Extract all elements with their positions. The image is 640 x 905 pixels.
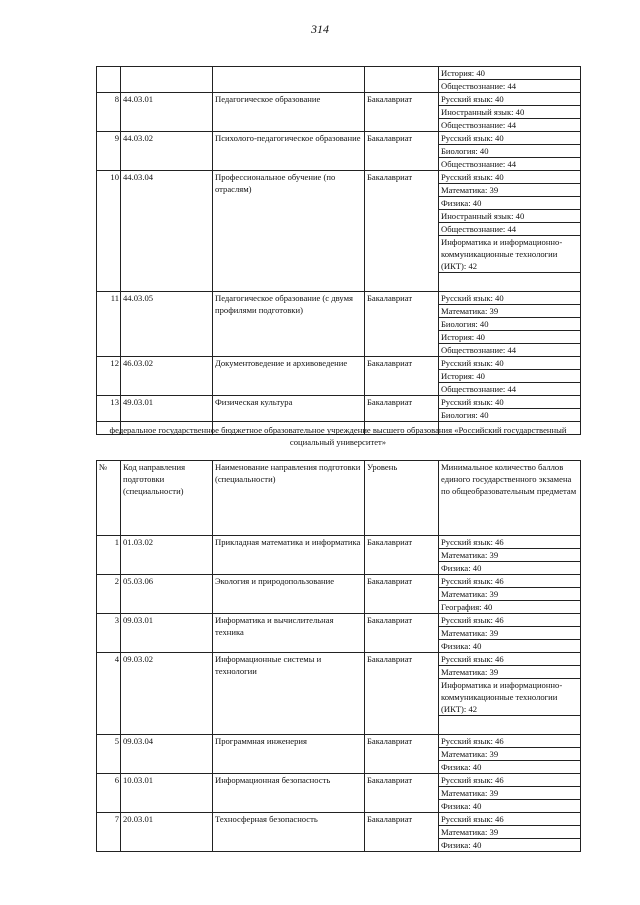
exam-min-score: Обществознание: 44 [439, 119, 581, 132]
direction-code: 09.03.01 [121, 614, 213, 653]
exam-min-score: Обществознание: 44 [439, 223, 581, 236]
exam-min-score: Математика: 39 [439, 787, 581, 800]
exam-min-score: Русский язык: 46 [439, 813, 581, 826]
exam-min-score: Математика: 39 [439, 748, 581, 761]
table-row [97, 774, 581, 787]
exam-min-score: Биология: 40 [439, 409, 581, 422]
exam-min-score: Математика: 39 [439, 627, 581, 640]
exam-min-score: Русский язык: 40 [439, 357, 581, 370]
table-row [97, 357, 581, 370]
education-level: Бакалавриат [365, 536, 439, 575]
exam-min-score: Русский язык: 46 [439, 774, 581, 787]
column-header-code: Код направления подготовки (специальности) [121, 461, 213, 536]
direction-code: 49.03.01 [121, 396, 213, 422]
direction-code: 05.03.06 [121, 575, 213, 614]
exam-min-score: История: 40 [439, 331, 581, 344]
education-level: Бакалавриат [365, 774, 439, 813]
row-number: 1 [97, 536, 121, 575]
direction-name: Профессиональное обучение (по отраслям) [213, 171, 365, 292]
direction-name: Информационная безопасность [213, 774, 365, 813]
exam-min-score: Математика: 39 [439, 184, 581, 197]
exam-min-score: Русский язык: 40 [439, 93, 581, 106]
education-level [365, 67, 439, 93]
exam-min-score: Иностранный язык: 40 [439, 210, 581, 223]
table-header [97, 461, 581, 536]
direction-code: 10.03.01 [121, 774, 213, 813]
exam-min-score: Русский язык: 40 [439, 396, 581, 409]
education-level: Бакалавриат [365, 357, 439, 396]
row-number: 12 [97, 357, 121, 396]
row-number: 3 [97, 614, 121, 653]
table-row [97, 536, 581, 549]
education-level: Бакалавриат [365, 93, 439, 132]
exam-min-score: Информатика и информационно-коммуникационные технологии (ИКТ): 42 [439, 236, 581, 273]
table-row [97, 813, 581, 826]
exam-min-score: Иностранный язык: 40 [439, 106, 581, 119]
row-number: 4 [97, 653, 121, 735]
exam-min-score: Физика: 40 [439, 839, 581, 852]
direction-code [121, 67, 213, 93]
exam-min-score: География: 40 [439, 601, 581, 614]
exam-min-score: Математика: 39 [439, 549, 581, 562]
direction-name: Информационные системы и технологии [213, 653, 365, 735]
direction-code: 01.03.02 [121, 536, 213, 575]
row-number: 2 [97, 575, 121, 614]
exam-min-score: Обществознание: 44 [439, 80, 581, 93]
exam-min-score: История: 40 [439, 370, 581, 383]
table-row [97, 93, 581, 106]
direction-code: 44.03.02 [121, 132, 213, 171]
education-level: Бакалавриат [365, 653, 439, 735]
exam-min-score: Русский язык: 46 [439, 575, 581, 588]
institution-title: федеральное государственное бюджетное образовательное учреждение высшего образования «Российский государственный социальный университет» [109, 425, 567, 447]
exam-min-score: Математика: 39 [439, 588, 581, 601]
admissions-table-continued [96, 66, 580, 435]
direction-name: Экология и природопользование [213, 575, 365, 614]
direction-name: Программная инженерия [213, 735, 365, 774]
direction-name: Педагогическое образование [213, 93, 365, 132]
row-number: 13 [97, 396, 121, 422]
row-number: 10 [97, 171, 121, 292]
table-row [97, 171, 581, 184]
row-number: 9 [97, 132, 121, 171]
exam-min-score: Обществознание: 44 [439, 344, 581, 357]
column-header-level: Уровень [365, 461, 439, 536]
exam-min-score: Русский язык: 40 [439, 171, 581, 184]
direction-code: 44.03.04 [121, 171, 213, 292]
exam-min-score: Русский язык: 46 [439, 653, 581, 666]
table-row [97, 292, 581, 305]
exam-min-score: Русский язык: 46 [439, 735, 581, 748]
table-row [97, 132, 581, 145]
exam-min-score: Математика: 39 [439, 826, 581, 839]
exam-min-score: Русский язык: 46 [439, 614, 581, 627]
exam-min-score: Русский язык: 40 [439, 132, 581, 145]
direction-code: 44.03.01 [121, 93, 213, 132]
row-number: 5 [97, 735, 121, 774]
education-level: Бакалавриат [365, 813, 439, 852]
exam-min-score: Физика: 40 [439, 640, 581, 653]
education-level: Бакалавриат [365, 735, 439, 774]
direction-name: Техносферная безопасность [213, 813, 365, 852]
exam-min-score: Математика: 39 [439, 305, 581, 318]
table-row [97, 575, 581, 588]
table-row [97, 653, 581, 666]
row-number: 7 [97, 813, 121, 852]
direction-code: 44.03.05 [121, 292, 213, 357]
direction-code: 20.03.01 [121, 813, 213, 852]
row-number: 11 [97, 292, 121, 357]
education-level: Бакалавриат [365, 575, 439, 614]
exam-min-score: Физика: 40 [439, 800, 581, 813]
direction-name: Прикладная математика и информатика [213, 536, 365, 575]
direction-name: Документоведение и архивоведение [213, 357, 365, 396]
exam-min-score: Математика: 39 [439, 666, 581, 679]
direction-name: Педагогическое образование (с двумя профилями подготовки) [213, 292, 365, 357]
direction-code: 09.03.02 [121, 653, 213, 735]
direction-name [213, 67, 365, 93]
table-row [97, 735, 581, 748]
education-level: Бакалавриат [365, 614, 439, 653]
blank-cell [439, 716, 581, 735]
exam-min-score: Русский язык: 40 [439, 292, 581, 305]
column-header-name: Наименование направления подготовки (специальности) [213, 461, 365, 536]
education-level: Бакалавриат [365, 396, 439, 422]
exam-min-score: История: 40 [439, 67, 581, 80]
row-number: 6 [97, 774, 121, 813]
admissions-table-rgsu [96, 460, 580, 852]
exam-min-score: Обществознание: 44 [439, 383, 581, 396]
row-number [97, 67, 121, 93]
exam-min-score: Физика: 40 [439, 761, 581, 774]
exam-min-score: Информатика и информационно-коммуникационные технологии (ИКТ): 42 [439, 679, 581, 716]
direction-name: Психолого-педагогическое образование [213, 132, 365, 171]
exam-min-score: Русский язык: 46 [439, 536, 581, 549]
exam-min-score: Обществознание: 44 [439, 158, 581, 171]
exam-min-score: Биология: 40 [439, 145, 581, 158]
column-header-num: № [97, 461, 121, 536]
exam-min-score: Физика: 40 [439, 562, 581, 575]
table-row [97, 614, 581, 627]
blank-cell [439, 273, 581, 292]
education-level: Бакалавриат [365, 132, 439, 171]
table-row [97, 67, 581, 80]
exam-min-score: Биология: 40 [439, 318, 581, 331]
table-row [97, 396, 581, 409]
direction-code: 46.03.02 [121, 357, 213, 396]
page-number: 314 [311, 22, 329, 36]
direction-code: 09.03.04 [121, 735, 213, 774]
direction-name: Физическая культура [213, 396, 365, 422]
direction-name: Информатика и вычислительная техника [213, 614, 365, 653]
education-level: Бакалавриат [365, 292, 439, 357]
exam-min-score: Физика: 40 [439, 197, 581, 210]
row-number: 8 [97, 93, 121, 132]
education-level: Бакалавриат [365, 171, 439, 292]
column-header-exams: Минимальное количество баллов единого государственного экзамена по общеобразовательным предметам [439, 461, 581, 536]
